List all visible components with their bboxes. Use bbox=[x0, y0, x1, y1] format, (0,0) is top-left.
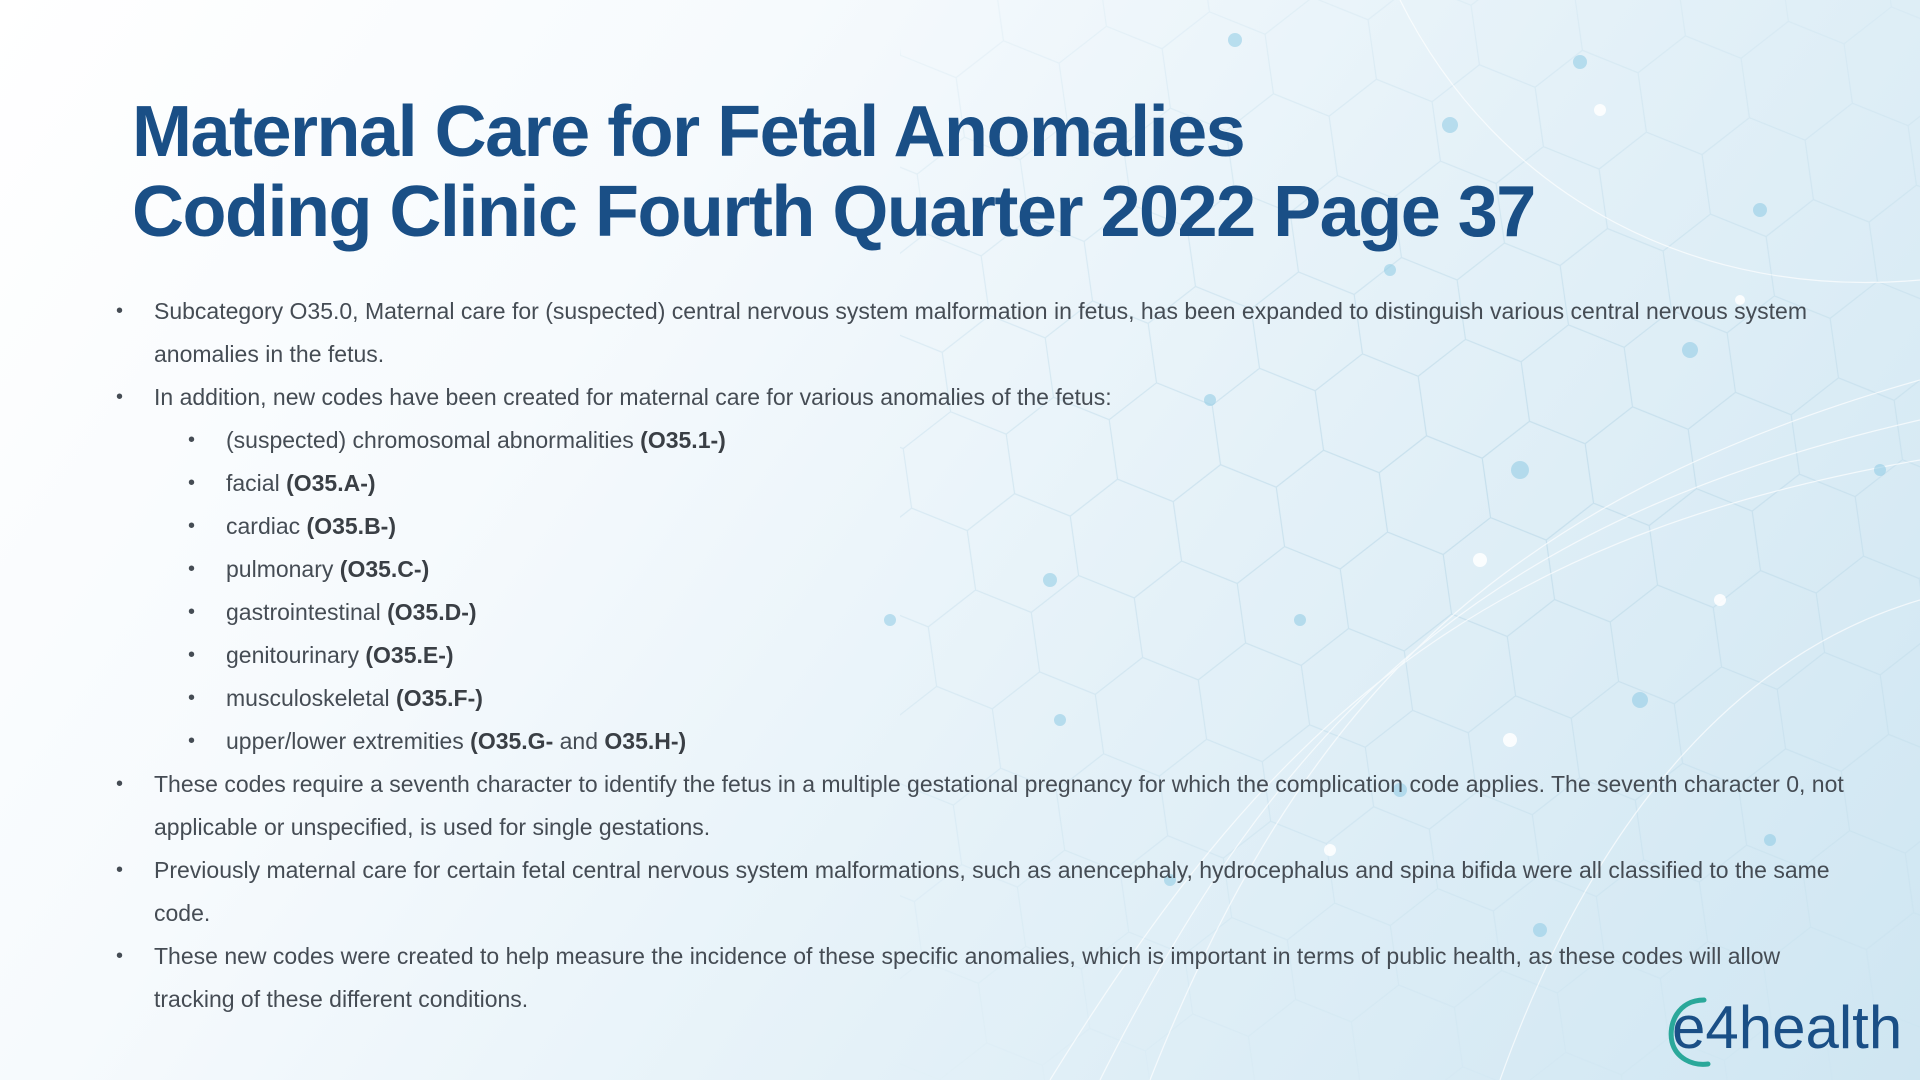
sub-bullet-code: (O35.D-) bbox=[387, 599, 477, 625]
sub-bullet-code: (O35.G- bbox=[470, 728, 554, 754]
bullet-list bbox=[110, 290, 1850, 1021]
sub-bullet-pulmonary bbox=[110, 548, 1850, 591]
sub-bullet-text: upper/lower extremities bbox=[226, 728, 464, 754]
bullet-subcategory-o35-0: • Subcategory O35.0, Maternal care for (suspected) central nervous system malformation in fetus, has been expanded to distinguish various central nervous system anomalies in the fetus. bbox=[110, 290, 1850, 376]
sub-bullet-code: (O35.C-) bbox=[339, 556, 430, 582]
sub-bullet-chromosomal bbox=[110, 419, 1850, 462]
sub-bullet-text: pulmonary bbox=[226, 556, 334, 582]
sub-bullet-code: (O35.A-) bbox=[286, 470, 376, 496]
sub-bullet-code: (O35.B-) bbox=[306, 513, 396, 539]
sub-bullet-code-2: O35.H-) bbox=[604, 728, 687, 754]
sub-bullet-extremities bbox=[110, 720, 1850, 763]
bullet-new-codes: • In addition, new codes have been created for maternal care for various anomalies of the fetus: bbox=[110, 376, 1850, 419]
bullet-content bbox=[110, 290, 1850, 1021]
sub-bullet-code: (O35.F-) bbox=[396, 685, 483, 711]
sub-bullet-cardiac bbox=[110, 505, 1850, 548]
sub-bullet-text: genitourinary bbox=[226, 642, 359, 668]
e4health-logo bbox=[1664, 990, 1904, 1070]
sub-bullet-text: facial bbox=[226, 470, 280, 496]
sub-bullet-facial bbox=[110, 462, 1850, 505]
sub-bullet-text: cardiac bbox=[226, 513, 301, 539]
sub-bullet-genitourinary bbox=[110, 634, 1850, 677]
slide-title bbox=[132, 92, 1535, 252]
sub-bullet-text: gastrointestinal bbox=[226, 599, 381, 625]
title-line-2: Coding Clinic Fourth Quarter 2022 Page 37 bbox=[132, 172, 1535, 252]
bullet-purpose: • These new codes were created to help measure the incidence of these specific anomalies, which is important in terms of public health, as these codes will allow tracking of these different conditions. bbox=[110, 935, 1850, 1021]
logo-wordmark: e4health bbox=[1672, 994, 1903, 1061]
sub-bullet-gastrointestinal bbox=[110, 591, 1850, 634]
sub-bullet-code: (O35.1-) bbox=[640, 427, 726, 453]
sub-bullet-code: (O35.E-) bbox=[365, 642, 454, 668]
sub-bullet-musculoskeletal bbox=[110, 677, 1850, 720]
sub-bullet-text: (suspected) chromosomal abnormalities bbox=[226, 427, 634, 453]
bullet-previously: • Previously maternal care for certain fetal central nervous system malformations, such as anencephaly, hydrocephalus and spina bifida were all classified to the same code. bbox=[110, 849, 1850, 935]
title-line-1: Maternal Care for Fetal Anomalies bbox=[132, 92, 1245, 172]
bullet-seventh-character: • These codes require a seventh character to identify the fetus in a multiple gestational pregnancy for which the complication code applies. The seventh character 0, not applicable or unspecified, is used for single gestations. bbox=[110, 763, 1850, 849]
sub-bullet-text: musculoskeletal bbox=[226, 685, 390, 711]
sub-bullet-conjunction: and bbox=[559, 728, 598, 754]
